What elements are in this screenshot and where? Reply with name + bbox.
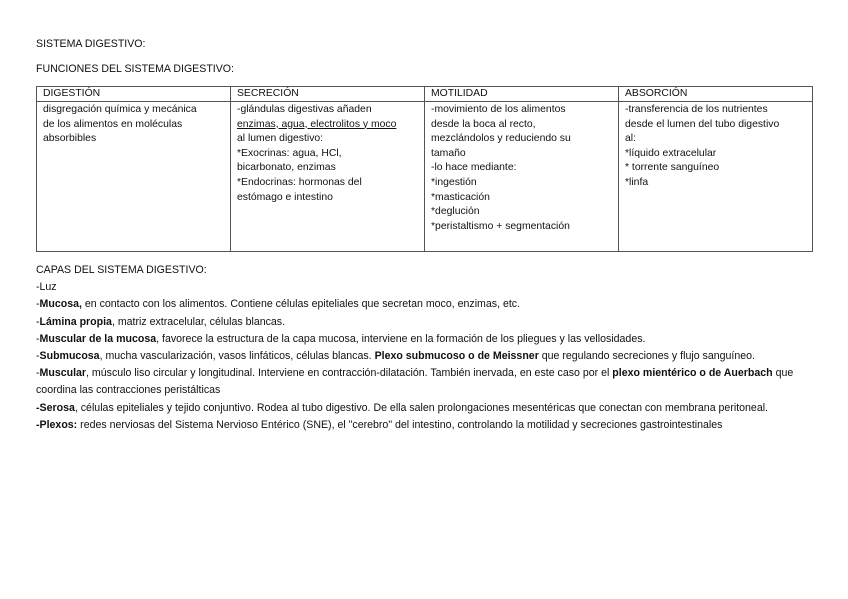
layer-description: , mucha vascularización, vasos linfáticos, células blancas. (99, 350, 375, 363)
cell-text: desde la boca al recto, (431, 118, 536, 130)
cell-motilidad (425, 102, 619, 252)
cell-text: de los alimentos en moléculas (43, 118, 183, 130)
layer-term: -Plexos: (36, 418, 78, 431)
cell-text: mezclándolos y reduciendo su (431, 133, 571, 145)
cell-text: al: (625, 133, 636, 145)
cell-text: *masticación (431, 191, 490, 203)
header-digestion: DIGESTIÓN (37, 87, 231, 102)
layer-description: , matriz extracelular, células blancas. (111, 315, 286, 328)
layer-plexos (36, 417, 826, 434)
layer-term-secondary: Plexo submucoso o de Meissner (374, 350, 539, 363)
layer-prefix: - (36, 350, 40, 363)
document-title: SISTEMA DIGESTIVO: (36, 38, 146, 50)
layer-description: , favorece la estructura de la capa mucosa, interviene en la formación de los pliegues y las vellosidades. (156, 332, 646, 345)
layers-heading: CAPAS DEL SISTEMA DIGESTIVO: (36, 264, 207, 276)
layer-lamina-propia (36, 314, 826, 331)
layer-serosa (36, 400, 826, 417)
cell-text: *líquido extracelular (625, 147, 717, 159)
cell-text: * torrente sanguíneo (625, 162, 720, 174)
layer-submucosa (36, 348, 826, 365)
layer-prefix: - (36, 367, 40, 380)
layer-prefix: - (36, 315, 40, 328)
cell-text: absorbibles (43, 133, 97, 145)
layer-muscular (36, 365, 826, 399)
cell-digestion (37, 102, 231, 252)
cell-text: -lo hace mediante: (431, 162, 517, 174)
cell-text: -transferencia de los nutrientes (625, 104, 768, 115)
layer-term: Mucosa, (39, 298, 82, 311)
layer-prefix: - (36, 332, 40, 345)
cell-text: *deglución (431, 206, 480, 218)
cell-secrecion (231, 102, 425, 252)
layer-description: en contacto con los alimentos. Contiene células epiteliales que secretan moco, enzimas, etc. (81, 298, 521, 311)
layer-description: , músculo liso circular y longitudinal. Interviene en contracción-dilatación. También inervada, en este caso por el (86, 367, 613, 380)
cell-text: *ingestión (431, 176, 477, 188)
cell-text: al lumen digestivo: (237, 133, 324, 145)
layer-term: Submucosa (39, 350, 100, 363)
layer-term: Muscular (39, 367, 87, 380)
layer-muscular-mucosa (36, 331, 826, 348)
table-header-row (37, 87, 813, 102)
header-secrecion: SECRECIÓN (231, 87, 425, 102)
cell-text: *peristaltismo + segmentación (431, 220, 570, 232)
layer-description-cont: que regulando secreciones y flujo sanguíneo. (538, 350, 755, 363)
layer-description: redes nerviosas del Sistema Nervioso Entérico (SNE), el "cerebro" del intestino, controlando la motilidad y secreciones gastrointestinales (77, 418, 723, 431)
layer-luz: -Luz (36, 281, 57, 294)
cell-text-underlined: enzimas, agua, electrolitos y moco (237, 118, 397, 130)
layer-prefix: - (36, 298, 40, 311)
functions-heading: FUNCIONES DEL SISTEMA DIGESTIVO: (36, 63, 234, 75)
cell-text: -movimiento de los alimentos (431, 104, 566, 115)
layer-mucosa (36, 296, 826, 313)
cell-text: *Exocrinas: agua, HCl, (237, 147, 342, 159)
header-motilidad: MOTILIDAD (425, 87, 619, 102)
cell-text: disgregación química y mecánica (43, 104, 197, 115)
layer-term-secondary: plexo mientérico o de Auerbach (612, 367, 773, 380)
header-absorcion: ABSORCIÓN (619, 87, 813, 102)
cell-text: desde el lumen del tubo digestivo (625, 118, 780, 130)
layer-term: -Serosa (36, 401, 75, 414)
functions-table (36, 86, 813, 252)
cell-text: bicarbonato, enzimas (237, 162, 336, 174)
layer-description-cont: que coordina las contracciones peristálticas (36, 367, 794, 397)
layers-section (36, 262, 826, 434)
cell-text: -glándulas digestivas añaden (237, 104, 372, 115)
layer-term: Lámina propia (39, 315, 112, 328)
layer-description: , células epiteliales y tejido conjuntivo. Rodea al tubo digestivo. De ella salen prolongaciones mesentéricas que conectan con membrana peritoneal. (74, 401, 769, 414)
cell-text: *Endocrinas: hormonas del (237, 176, 362, 188)
cell-text: tamaño (431, 147, 466, 159)
cell-absorcion (619, 102, 813, 252)
layer-term: Muscular de la mucosa (39, 332, 157, 345)
cell-text: estómago e intestino (237, 191, 333, 203)
table-row (37, 102, 813, 252)
cell-text: *linfa (625, 176, 649, 188)
